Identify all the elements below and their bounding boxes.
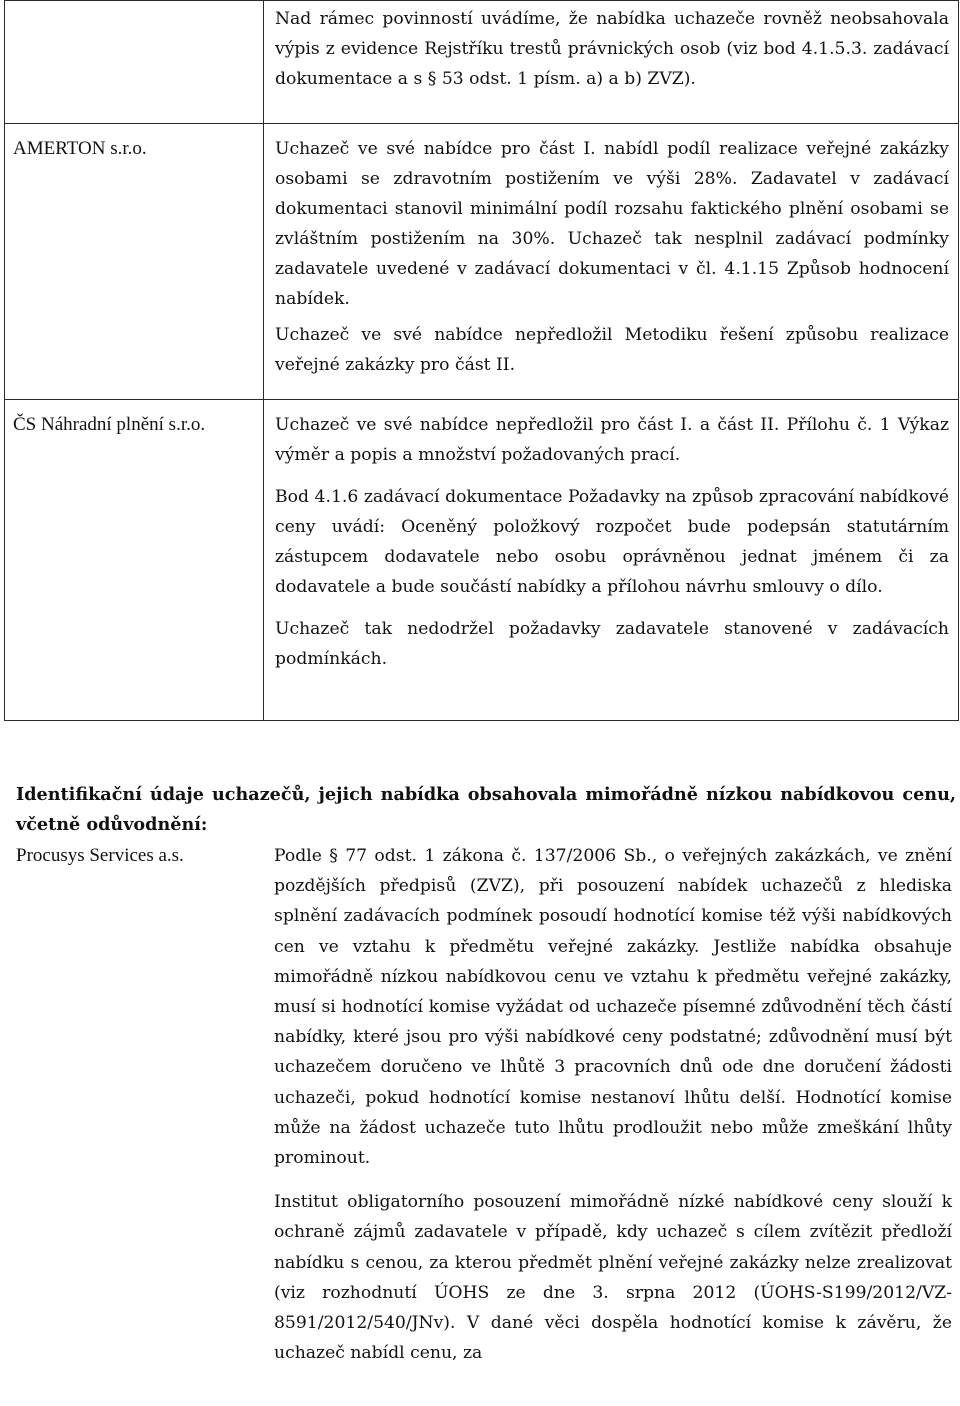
reason-paragraph: Institut obligatorního posouzení mimořádně nízké nabídkové ceny slouží k ochraně zájmů zadavatele v případě, kdy uchazeč s cílem zvítězit předloží nabídku s cenou, za kterou předmět plnění veřejné zakázky nelze zrealizovat (viz rozhodnutí ÚOHS ze dne 3. srpna 2012 (ÚOHS-S199/2012/VZ-8591/2012/540/JNv). V dané věci dospěla hodnotící komise k závěru, že uchazeč nabídl cenu, za <box>274 1192 952 1364</box>
low-price-table <box>16 841 960 1368</box>
reason-paragraph: Nad rámec povinností uvádíme, že nabídka uchazeče rovněž neobsahovala výpis z evidence Rejstříku trestů právnických osob (viz bod 4.1.5.3. zadávací dokumentace a s § 53 odst. 1 písm. a) a b) ZVZ). <box>275 9 949 89</box>
reason-paragraph: Bod 4.1.6 zadávací dokumentace Požadavky na způsob zpracování nabídkové ceny uvádí: Oceněný položkový rozpočet bude podepsán statutárním zástupcem dodavatele nebo osobu oprávněnou jednat jménem či za dodavatele a bude součástí nabídky a přílohou návrhu smlouvy o dílo. <box>275 487 949 597</box>
reason-paragraph: Uchazeč ve své nabídce nepředložil Metodiku řešení způsobu realizace veřejné zakázky pro část II. <box>275 325 949 375</box>
table-row <box>16 841 960 1368</box>
reason-paragraph: Uchazeč ve své nabídce pro část I. nabídl podíl realizace veřejné zakázky osobami se zdravotním postižením ve výši 28%. Zadavatel v zadávací dokumentaci stanovil minimální podíl rozsahu faktického plnění osobami se zvláštním postižením na 30%. Uchazeč tak nesplnil zadávací podmínky zadavatele uvedené v zadávací dokumentaci v čl. 4.1.15 Způsob hodnocení nabídek. <box>275 139 949 309</box>
reason-paragraph: Uchazeč tak nedodržel požadavky zadavatele stanovené v zadávacích podmínkách. <box>275 619 949 669</box>
reason-cell <box>264 1 959 124</box>
bidder-name-cell <box>5 1 264 124</box>
reason-cell <box>264 400 959 721</box>
table-row <box>5 400 959 721</box>
bidder-name: AMERTON s.r.o. <box>13 138 147 159</box>
reason-paragraph: Uchazeč ve své nabídce nepředložil pro část I. a část II. Přílohu č. 1 Výkaz výměr a popis a množství požadovaných prací. <box>275 415 949 465</box>
bidder-name: Procusys Services a.s. <box>16 845 184 866</box>
bidder-name-cell <box>16 841 274 1368</box>
evaluation-table <box>4 0 959 721</box>
reason-paragraph: Podle § 77 odst. 1 zákona č. 137/2006 Sb., o veřejných zakázkách, ve znění pozdějších předpisů (ZVZ), při posouzení nabídek uchazečů z hlediska splnění zadávacích podmínek posoudí hodnotící komise též výši nabídkových cen ve vztahu k předmětu veřejné zakázky. Jestliže nabídka obsahuje mimořádně nízkou nabídkovou cenu ve vztahu k předmětu veřejné zakázky, musí si hodnotící komise vyžádat od uchazeče písemné zdůvodnění těch částí nabídky, které jsou pro výši nabídkové ceny podstatné; zdůvodnění musí být uchazečem doručeno ve lhůtě 3 pracovních dnů ode dne doručení žádosti uchazeči, pokud hodnotící komise nestanoví lhůtu delší. Hodnotící komise může na žádost uchazeče tuto lhůtu prodloužit nebo může zmeškání lhůty prominout. <box>274 846 952 1169</box>
bidder-name: ČS Náhradní plnění s.r.o. <box>13 414 206 435</box>
bidder-name-cell <box>5 124 264 400</box>
section-heading: Identifikační údaje uchazečů, jejich nabídka obsahovala mimořádně nízkou nabídkovou cenu, včetně odůvodnění: <box>16 784 956 835</box>
reason-cell <box>264 124 959 400</box>
table-row <box>5 1 959 124</box>
bidder-name-cell <box>5 400 264 721</box>
table-row <box>5 124 959 400</box>
reason-cell <box>274 841 960 1368</box>
